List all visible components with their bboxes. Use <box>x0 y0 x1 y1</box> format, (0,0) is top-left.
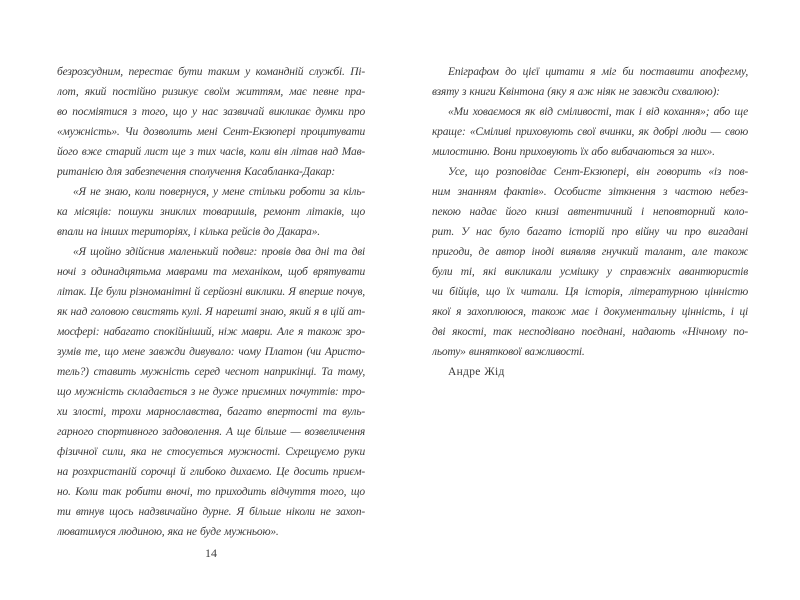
right-page-text-column <box>432 62 748 382</box>
text-line: пригоди, де автор іноді виявляв гнучкий талант, але також <box>432 246 748 258</box>
text-line: безрозсудним, перестає бути таким у командній службі. Пі- <box>57 66 365 78</box>
text-line: на розхристаній сорочці й глибоко дихаємо. Це досить приєм- <box>57 466 365 478</box>
text-line: фізичної сили, яка не стосується мужності. Схрещуємо руки <box>57 446 365 458</box>
text-line: Усе, що розповідає Сент-Екзюпері, він говорить «із пов- <box>448 166 748 178</box>
text-line: «Я не знаю, коли повернуся, у мене стільки роботи за кіль- <box>73 186 365 198</box>
text-line: зумів те, що мене завжди дивувало: чому Платон (чи Аристо- <box>57 346 365 358</box>
text-line: пекою надає його книзі автентичний і неповторний коло- <box>432 206 748 218</box>
text-line: «Я щойно здійснив маленький подвиг: провів два дні та дві <box>73 246 365 258</box>
text-line: взяту з книги Квінтона (яку я аж ніяк не завжди схвалюю): <box>432 86 720 98</box>
text-line: впали на інших територіях, і кілька рейсів до Дакара». <box>57 226 320 238</box>
text-line: лот, який постійно ризикує своїм життям, має певне пра- <box>57 86 365 98</box>
text-line: рит. У нас було багато історій про війну чи про вигадані <box>432 226 748 238</box>
text-line: гарного спортивного задоволення. А ще більше — возвеличення <box>57 426 365 438</box>
left-page-text-column <box>57 62 365 542</box>
text-line: що мужність складається з не дуже приємних почуттів: тро- <box>57 386 365 398</box>
text-line: ти втнув щось надзвичайно дурне. Я більше ніколи не захоп- <box>57 506 365 518</box>
text-line: мосфері: набагато спокійніший, ніж маври. Але я також зро- <box>57 326 365 338</box>
text-line: якої я захоплююся, також має і документальну цінність, і ці <box>432 306 748 318</box>
text-line: дві якості, так несподівано поєднані, надають «Нічному по- <box>432 326 748 338</box>
text-line: ка місяців: пошуки зниклих товаришів, ремонт літаків, що <box>57 206 365 218</box>
text-line: тель?) ставить мужність серед чеснот наприкінці. Та тому, <box>57 366 365 378</box>
text-line: Епіграфом до цієї цитати я міг би поставити апофегму, <box>448 66 748 78</box>
text-line: «Ми ховаємося як від сміливості, так і від кохання»; або ще <box>448 106 748 118</box>
text-line: но. Коли так робити вночі, то приходить відчуття того, що <box>57 486 365 498</box>
text-line: «мужність». Чи дозволить мені Сент-Екзюпері процитувати <box>57 126 365 138</box>
text-line: во посміятися з того, що у нас зазвичай викликає думки про <box>57 106 365 118</box>
text-line: ночі з одинадцятьма маврами та механіком, щоб врятувати <box>57 266 365 278</box>
text-line: хи злості, трохи марнославства, багато впертості та вуль- <box>57 406 365 418</box>
text-line: ним знанням фактів». Особисте зіткнення з частою небез- <box>432 186 748 198</box>
text-line: милостиню. Вони приховують їх або вибачаються за них». <box>432 146 715 158</box>
text-line: його вже старий лист ще з тих часів, коли він літав над Мав- <box>57 146 365 158</box>
text-line: як над головою свистять кулі. Я нарешті знаю, який я в цій ат- <box>57 306 365 318</box>
text-line: були ті, які викликали усмішку у справжніх авантюристів <box>432 266 748 278</box>
text-line: льоту» виняткової важливості. <box>432 346 585 358</box>
page-number: 14 <box>205 546 217 560</box>
text-line: краще: «Сміливі приховують свої вчинки, як добрі люди — свою <box>432 126 748 138</box>
text-line: Андре Жід <box>448 366 505 378</box>
text-line: чи бійців, що їх читали. Ця історія, літературною цінністю <box>432 286 748 298</box>
text-line: літак. Це були різноманітні й серйозні виклики. Я вперше почув, <box>57 286 365 298</box>
text-line: ританією для забезпечення сполучення Касабланка-Дакар: <box>57 166 335 178</box>
text-line: люватимуся людиною, яка не буде мужньою». <box>57 526 279 538</box>
